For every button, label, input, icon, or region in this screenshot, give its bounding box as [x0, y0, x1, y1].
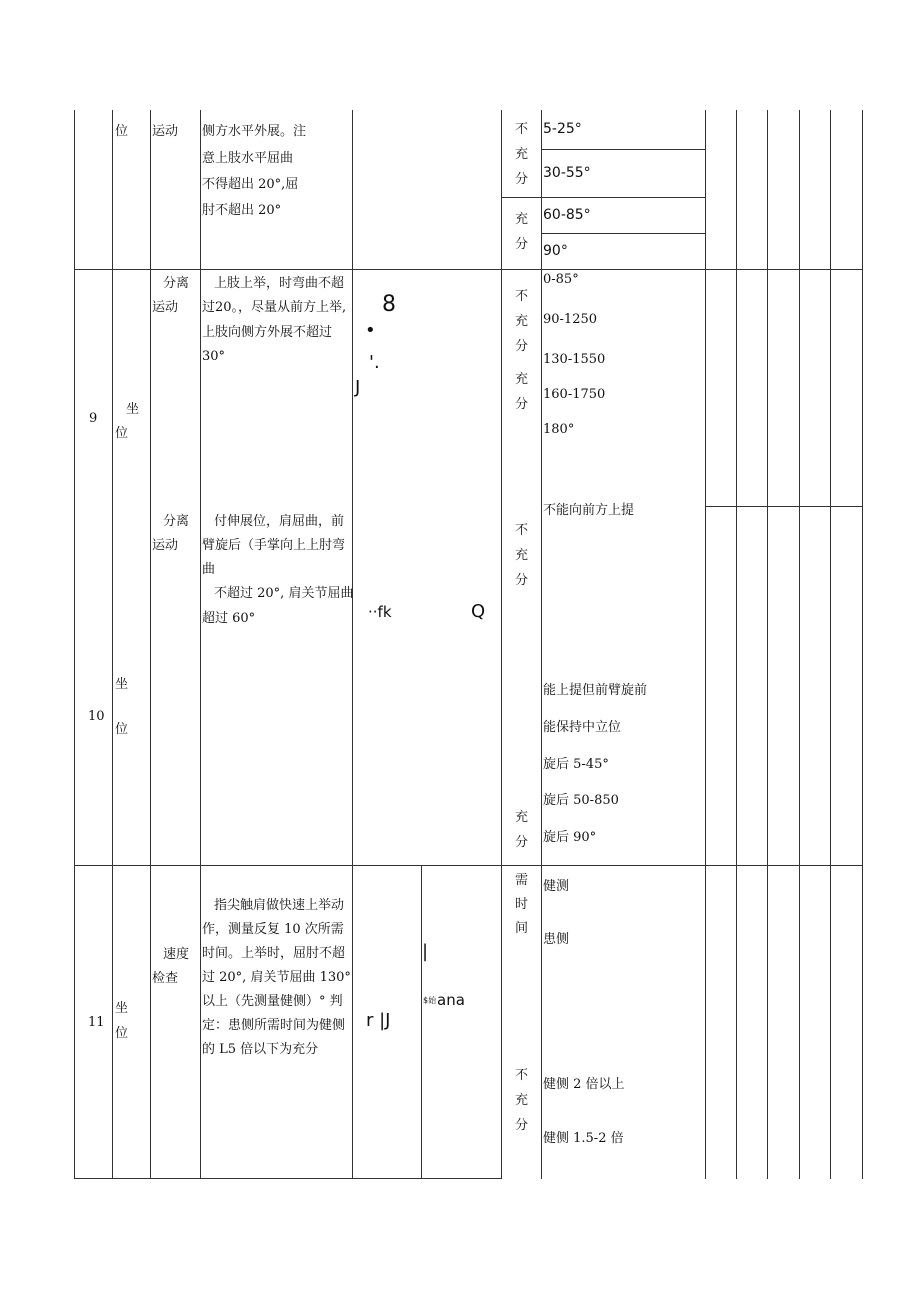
col-num-border — [112, 110, 113, 1179]
row11-desc-line-4: 过 20°, 肩关节屈曲 130° — [202, 970, 351, 985]
row10-sufficient-2: 分 — [515, 835, 529, 850]
col-right-border — [862, 110, 863, 1179]
row9-range-2: 90-1250 — [543, 312, 598, 327]
row9-range-1: 0-85° — [543, 272, 579, 287]
row9-insufficient-1: 不 — [515, 289, 529, 304]
row11-category-1: 速度 — [163, 947, 190, 962]
row10-insufficient-3: 分 — [515, 573, 529, 588]
top-range-4: 90° — [543, 243, 568, 259]
row10-desc-line-1: 付伸展位，肩屈曲，前 — [214, 514, 345, 529]
top-insufficient-3: 分 — [515, 172, 529, 187]
top-sufficient-1: 充 — [515, 212, 529, 227]
row9-insufficient-2: 充 — [515, 314, 529, 329]
row10-figure-mark-1: ··fk — [368, 603, 392, 621]
row11-figure-b-label: ana — [437, 991, 465, 1009]
row9-insufficient-3: 分 — [515, 339, 529, 354]
row-divider-2 — [74, 865, 863, 866]
col-score-4 — [830, 110, 831, 1179]
top-range-1: 5-25° — [543, 121, 582, 137]
row9-figure-mark-2: • — [365, 320, 376, 341]
row11-desc-line-2: 作，测量反复 10 次所需 — [202, 922, 344, 937]
row10-insufficient-1: 不 — [515, 523, 529, 538]
col-cat-border — [200, 110, 201, 1179]
row-divider-1 — [74, 269, 863, 270]
row9-position-1: 坐 — [126, 402, 140, 417]
row10-number: 10 — [88, 709, 105, 724]
row10-result-1: 不能向前方上提 — [543, 503, 635, 518]
row10-result-6: 旋后 90° — [543, 830, 597, 845]
row10-position-2: 位 — [115, 722, 129, 737]
col-score-2 — [767, 110, 768, 1179]
row11-desc-line-5: 以上（先测量健侧）° 判 — [202, 994, 343, 1009]
top-desc-line-3: 不得超出 20°,屈 — [202, 177, 299, 192]
row9-figure-mark-1: 8 — [382, 292, 396, 317]
row11-insufficient-2: 充 — [515, 1093, 529, 1108]
row11-desc-line-7: 的 L5 倍以下为充分 — [202, 1042, 319, 1057]
col-desc-border — [352, 110, 353, 1179]
range-divider-c — [541, 233, 705, 234]
row9-category-1: 分离 — [163, 276, 190, 291]
range-divider-b — [502, 197, 705, 198]
row11-position-2: 位 — [115, 1026, 129, 1041]
top-desc-line-1: 侧方水平外展。注 — [202, 124, 307, 139]
row11-result-4: 健侧 1.5-2 倍 — [543, 1131, 624, 1146]
row11-time-1: 需 — [515, 873, 529, 888]
row10-desc-line-3: 曲 — [202, 562, 216, 577]
row11-position-1: 坐 — [115, 1001, 129, 1016]
top-range-2: 30-55° — [543, 165, 591, 181]
row9-sufficient-2: 分 — [515, 397, 529, 412]
top-desc-line-2: 意上肢水平屈曲 — [202, 151, 294, 166]
row9-figure-mark-4: J — [355, 377, 361, 398]
row11-desc-line-1: 指尖触肩做快速上举动 — [214, 898, 345, 913]
row9-range-5: 180° — [543, 422, 575, 437]
score-divider-9-10 — [705, 506, 863, 507]
range-divider-a — [541, 149, 705, 150]
row10-result-3: 能保持中立位 — [543, 720, 622, 735]
row9-range-3: 130-1550 — [543, 352, 606, 367]
row11-figure-a-mark-2: r |J — [366, 1010, 391, 1031]
row11-desc-line-6: 定：患侧所需时间为健侧 — [202, 1018, 346, 1033]
col-fig-border — [501, 110, 502, 1179]
row10-result-2: 能上提但前臂旋前 — [543, 683, 648, 698]
row11-insufficient-1: 不 — [515, 1068, 529, 1083]
row9-desc-line-3: 上肢向侧方外展不超过 — [202, 325, 333, 340]
row9-position-2: 位 — [115, 426, 129, 441]
col-fig-split — [421, 865, 422, 1179]
table-bottom-border — [74, 1178, 502, 1179]
col-score-3 — [799, 110, 800, 1179]
row9-number: 9 — [89, 411, 98, 426]
row9-category-2: 运动 — [152, 300, 179, 315]
row11-result-3: 健侧 2 倍以上 — [543, 1077, 625, 1092]
row10-sufficient-1: 充 — [515, 810, 529, 825]
top-insufficient-1: 不 — [515, 122, 529, 137]
top-desc-line-4: 肘不超出 20° — [202, 203, 282, 218]
row11-insufficient-3: 分 — [515, 1118, 529, 1133]
col-left-border — [74, 110, 75, 1179]
row10-category-1: 分离 — [163, 514, 190, 529]
col-pos-border — [150, 110, 151, 1179]
row11-figure-b-small: $始 — [423, 996, 437, 1005]
row10-category-2: 运动 — [152, 538, 179, 553]
row10-result-5: 旋后 50-850 — [543, 793, 619, 808]
row10-result-4: 旋后 5-45° — [543, 757, 609, 772]
row9-desc-line-4: 30° — [202, 349, 226, 364]
row11-result-2: 患侧 — [543, 932, 570, 947]
row9-range-4: 160-1750 — [543, 387, 606, 402]
row11-time-3: 间 — [515, 921, 529, 936]
top-position: 位 — [115, 124, 129, 139]
row10-desc-line-5: 超过 60° — [202, 611, 256, 626]
row11-figure-a-mark-1: | — [422, 941, 429, 962]
row9-figure-mark-3: '. — [369, 352, 380, 373]
row11-result-1: 健测 — [543, 879, 570, 894]
row10-insufficient-2: 充 — [515, 548, 529, 563]
top-sufficient-2: 分 — [515, 237, 529, 252]
row9-sufficient-1: 充 — [515, 372, 529, 387]
top-range-3: 60-85° — [543, 207, 591, 223]
row10-desc-line-2: 臂旋后（手掌向上上肘弯 — [202, 538, 346, 553]
row10-position-1: 坐 — [115, 677, 129, 692]
row10-figure-mark-2: Q — [471, 601, 486, 622]
row11-number: 11 — [88, 1015, 105, 1030]
row11-category-2: 检查 — [152, 971, 179, 986]
row11-time-2: 时 — [515, 897, 529, 912]
top-category: 运动 — [152, 124, 179, 139]
col-eval-border — [541, 110, 542, 1179]
top-insufficient-2: 充 — [515, 147, 529, 162]
col-range-border — [705, 110, 706, 1179]
col-score-1 — [736, 110, 737, 1179]
row11-desc-line-3: 时间。上举时，屈肘不超 — [202, 946, 346, 961]
row9-desc-line-1: 上肢上举，时弯曲不超 — [214, 276, 345, 291]
row9-desc-line-2: 过20。，尽量从前方上举, — [202, 300, 347, 315]
row10-desc-line-4: 不超过 20°, 肩关节屈曲 — [214, 586, 354, 601]
